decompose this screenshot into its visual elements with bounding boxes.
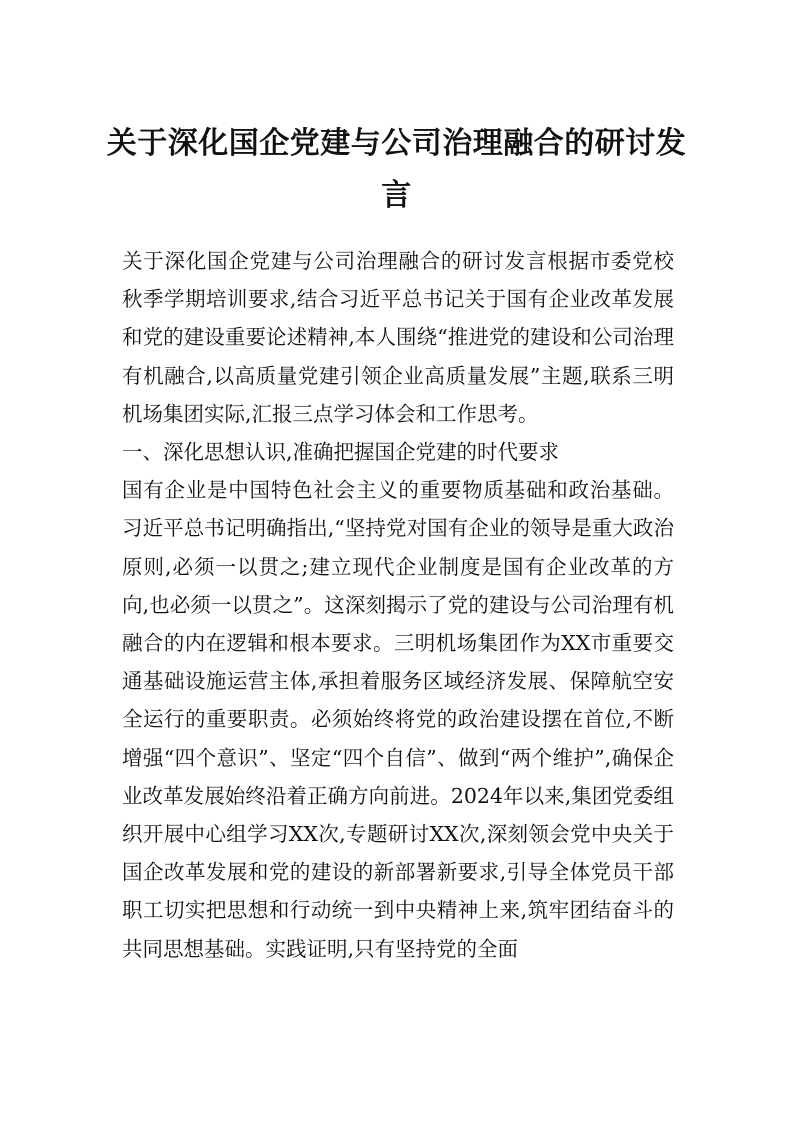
document-title: 关于深化国企党建与公司治理融合的研讨发言 — [106, 126, 687, 213]
body-paragraph: 国有企业是中国特色社会主义的重要物质基础和政治基础。习近平总书记明确指出,“坚持党对国有企业的领导是重大政治原则,必须一以贯之;建立现代企业制度是国有企业改革的方向,也必须一以贯之”。这深刻揭示了党的建设与公司治理有机融合的内在逻辑和根本要求。三明机场集团作为XX市重要交通基础设施运营主体,承担着服务区域经济发展、保障航空安全运行的重要职责。必须始终将党的政治建设摆在首位,不断增强“四个意识”、坚定“四个自信”、做到“两个维护”,确保企业改革发展始终沿着正确方向前进。2024年以来,集团党委组织开展中心组学习XX次,专题研讨XX次,深刻领会党中央关于国企改革发展和党的建设的新部署新要求,引导全体党员干部职工切实把思想和行动统一到中央精神上来,筑牢团结奋斗的共同思想基础。实践证明,只有坚持党的全面 — [122, 478, 674, 961]
document-body — [122, 242, 674, 968]
intro-paragraph: 关于深化国企党建与公司治理融合的研讨发言根据市委党校秋季学期培训要求,结合习近平总书记关于国有企业改革发展和党的建设重要论述精神,本人围绕“推进党的建设和公司治理有机融合,以高质量党建引领企业高质量发展”主题,联系三明机场集团实际,汇报三点学习体会和工作思考。 — [122, 249, 674, 426]
section-heading: 一、深化思想认识,准确把握国企党建的时代要求 — [122, 440, 560, 465]
